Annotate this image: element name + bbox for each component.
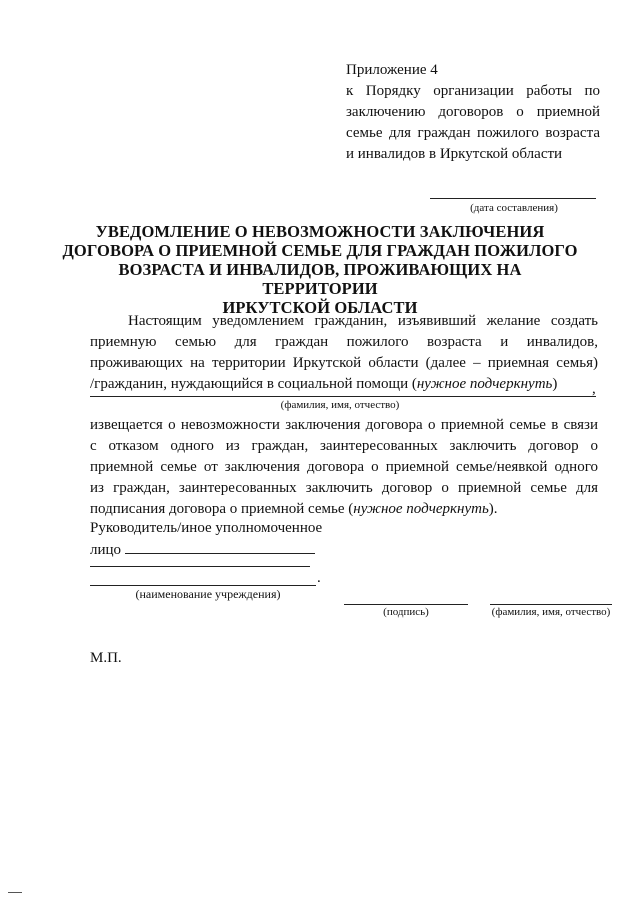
date-underline (430, 198, 596, 199)
signature-line (344, 604, 468, 605)
notice-paragraph-1 (90, 311, 598, 395)
title-line-3: ВОЗРАСТА И ИНВАЛИДОВ, ПРОЖИВАЮЩИХ НА ТЕРРИТОРИИ (118, 260, 522, 298)
name-line-comma: , (592, 381, 596, 397)
head-title-person: лицо (90, 542, 122, 558)
head-title-line-2 (90, 539, 350, 561)
organization-line-dot: . (317, 570, 321, 586)
p2-underline-hint: нужное подчеркнуть (353, 501, 489, 517)
head-title-line-1: Руководитель/иное уполномоченное (90, 520, 323, 536)
p1-line-4-end: ) (552, 376, 558, 392)
appendix-line-4: семье для граждан пожилого возраста (346, 125, 600, 141)
head-name-underline (125, 539, 315, 554)
document-title (60, 222, 580, 317)
stamp-place: М.П. (90, 650, 122, 666)
appendix-line-2: к Порядку организации работы по (346, 83, 600, 99)
p2-line-5-text: подписания договора о приемной семье ( (90, 501, 354, 517)
p2-line-1: извещается о невозможности заключения договора о приемной семье в связи (90, 417, 598, 433)
p1-line-2: приемную семью для граждан пожилого возраста и инвалидов, (90, 334, 598, 350)
notice-paragraph-2 (90, 415, 598, 520)
head-signature-block (90, 518, 350, 561)
title-line-2: ДОГОВОРА О ПРИЕМНОЙ СЕМЬЕ ДЛЯ ГРАЖДАН ПОЖИЛОГО (62, 241, 578, 260)
p2-line-5 (90, 499, 598, 520)
appendix-header (346, 60, 600, 165)
citizen-name-caption: (фамилия, имя, отчество) (280, 399, 400, 411)
appendix-line-5: и инвалидов в Иркутской области (346, 146, 563, 162)
signer-name-line (490, 604, 612, 605)
p1-line-3: проживающих на территории Иркутской области (далее – приемная семья) (90, 355, 598, 371)
appendix-line-3: заключению договоров о приемной (346, 104, 600, 120)
p2-line-3: приемной семье от заключения договора о приемной семье/неявкой одного (90, 459, 598, 475)
organization-line-2 (90, 585, 316, 586)
p1-line-1: Настоящим уведомлением гражданин, изъявивший желание создать (128, 313, 598, 329)
p2-line-5-end: ). (488, 501, 498, 517)
signature-caption: (подпись) (383, 606, 429, 618)
organization-caption: (наименование учреждения) (135, 587, 281, 601)
p1-line-4-text: /гражданин, нуждающийся в социальной помощи ( (90, 376, 417, 392)
title-line-4: ИРКУТСКОЙ ОБЛАСТИ (222, 298, 418, 317)
p1-underline-hint: нужное подчеркнуть (416, 376, 553, 392)
p2-line-2: с отказом одного из граждан, заинтересованных заключить договор о (90, 438, 598, 454)
scan-edge-mark (8, 892, 22, 893)
appendix-line-1: Приложение 4 (346, 62, 438, 78)
signer-name-caption: (фамилия, имя, отчество) (491, 606, 611, 618)
date-caption: (дата составления) (470, 202, 558, 214)
p2-line-4: из граждан, заинтересованных заключить договор о приемной семье для (90, 480, 598, 496)
title-line-1: УВЕДОМЛЕНИЕ О НЕВОЗМОЖНОСТИ ЗАКЛЮЧЕНИЯ (95, 222, 545, 241)
organization-line-1 (90, 566, 310, 567)
p1-line-4 (90, 374, 598, 395)
citizen-name-line (90, 396, 596, 397)
